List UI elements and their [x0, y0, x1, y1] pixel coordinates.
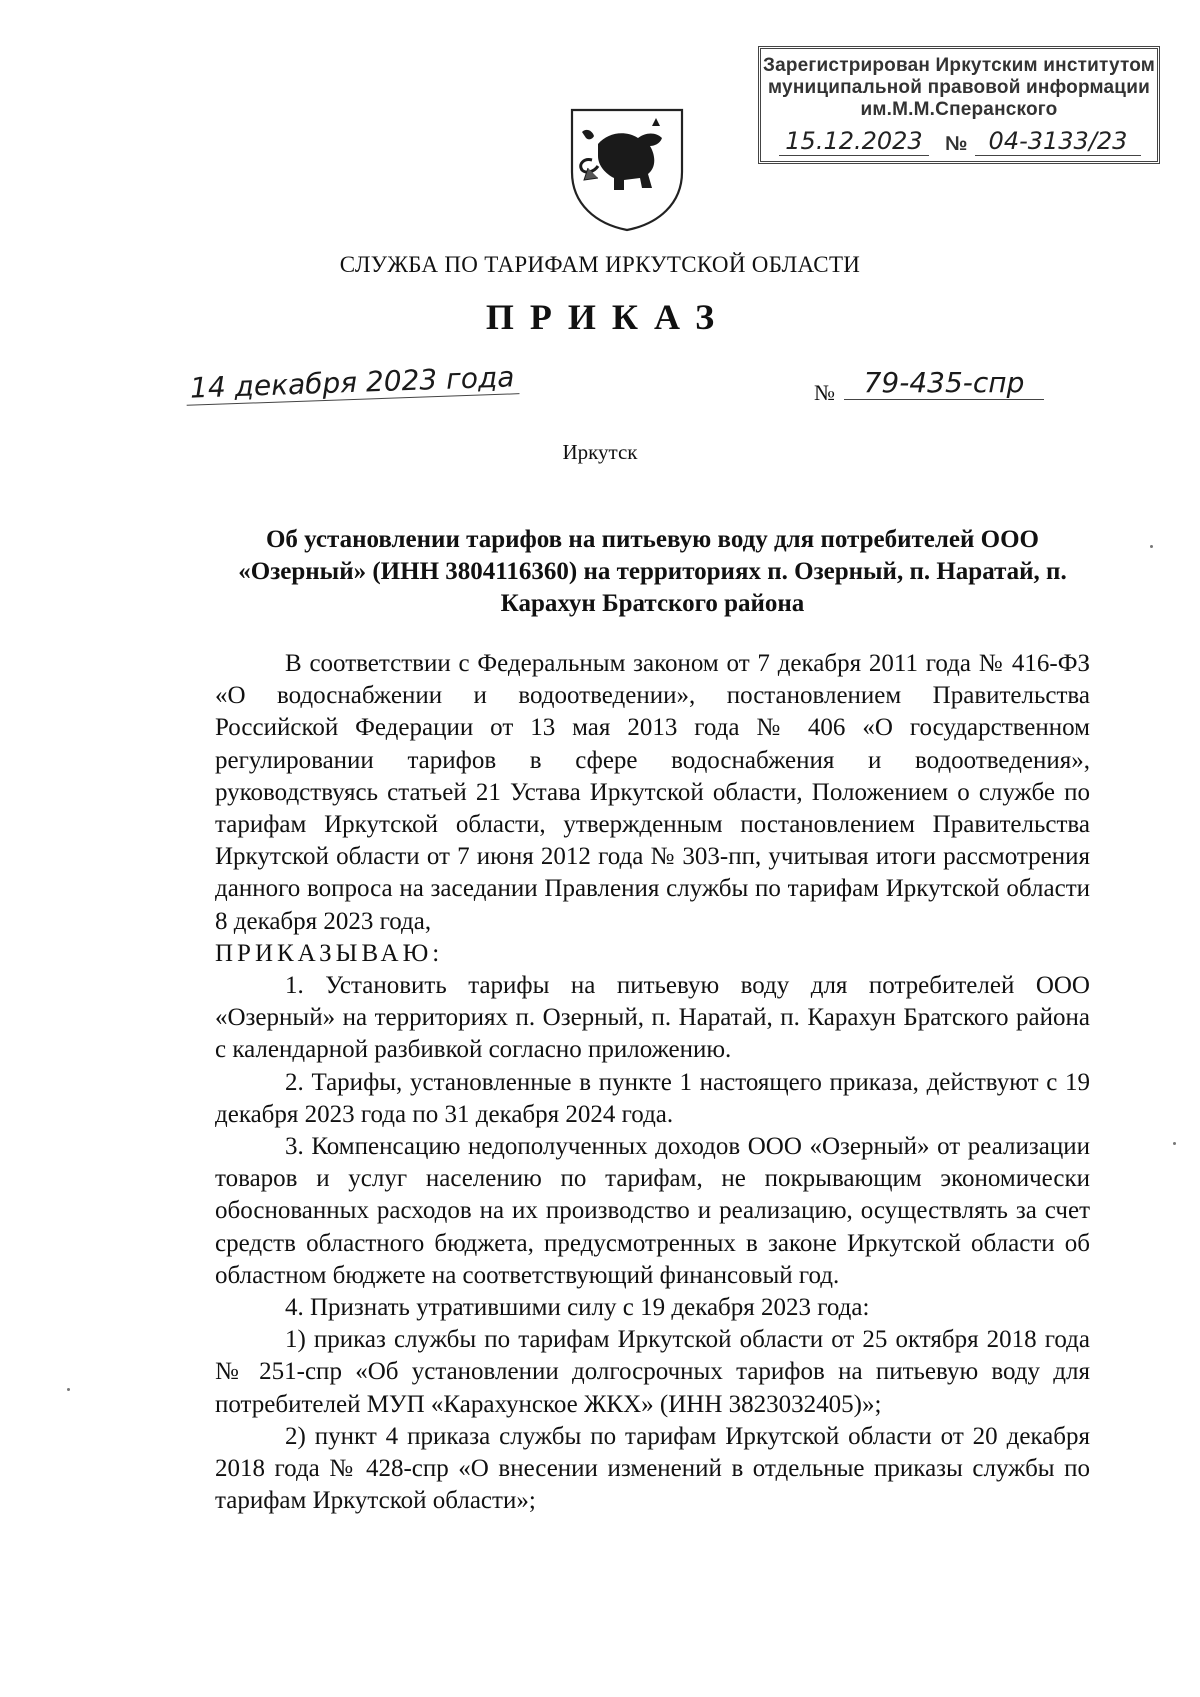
- stamp-number-label: №: [945, 133, 968, 155]
- document-title: Об установлении тарифов на питьевую воду для потребителей ООО «Озерный» (ИНН 3804116360) на территориях п. Озерный, п. Наратай, п. Карахун Братского района: [238, 526, 1067, 617]
- city: Иркутск: [562, 440, 638, 464]
- coat-of-arms-icon: [568, 108, 686, 232]
- order-date: 14 декабря 2023 года: [186, 360, 519, 406]
- scan-speck: [1173, 1142, 1176, 1145]
- order-number-label: №: [814, 380, 835, 405]
- paragraph-item-2: 2. Тарифы, установленные в пункте 1 настоящего приказа, действуют с 19 декабря 2023 года по 31 декабря 2024 года.: [215, 1068, 1090, 1128]
- stamp-number: 04-3133/23: [975, 127, 1141, 156]
- paragraph-item-1: 1. Установить тарифы на питьевую воду для потребителей ООО «Озерный» на территориях п. Озерный, п. Наратай, п. Карахун Братского района с календарной разбивкой согласно приложению.: [215, 972, 1090, 1064]
- orders-heading: ПРИКАЗЫВАЮ:: [215, 939, 444, 967]
- order-number: 79-435-спр: [844, 366, 1044, 400]
- paragraph-item-4: 4. Признать утратившими силу с 19 декабря 2023 года:: [285, 1294, 870, 1322]
- stamp-date: 15.12.2023: [779, 127, 929, 156]
- scan-speck: [67, 1388, 70, 1391]
- paragraph-subitem-2: 2) пункт 4 приказа службы по тарифам Иркутской области от 20 декабря 2018 года № 428-спр «О внесении изменений в отдельные приказы службы по тарифам Иркутской области»;: [215, 1422, 1090, 1515]
- paragraph-subitem-1: 1) приказ службы по тарифам Иркутской области от 25 октября 2018 года № 251-спр «Об установлении долгосрочных тарифов на питьевую воду для потребителей МУП «Карахунское ЖКХ» (ИНН 3823032405)»;: [215, 1326, 1090, 1418]
- stamp-line-3: им.М.М.Сперанского: [860, 99, 1058, 120]
- registration-stamp: [758, 46, 1160, 164]
- document-body: [215, 648, 1090, 1517]
- stamp-line-1: Зарегистрирован Иркутским институтом: [762, 55, 1156, 76]
- preamble-paragraph: В соответствии с Федеральным законом от 7 декабря 2011 года № 416-ФЗ «О водоснабжении и водоотведении», постановлением Правительства Российской Федерации от 13 мая 2013 года № 406 «О государственном регулировании тарифов в сфере водоснабжения и водоотведения», руководствуясь статьей 21 Устава Иркутской области, Положением о службе по тарифам Иркутской области, утвержденным постановлением Правительства Иркутской области от 7 июня 2012 года № 303-пп, учитывая итоги рассмотрения данного вопроса на заседании Правления службы по тарифам Иркутской области 8 декабря 2023 года,: [215, 650, 1090, 935]
- stamp-line-2: муниципальной правовой информации: [768, 77, 1150, 98]
- paragraph-item-3: 3. Компенсацию недополученных доходов ООО «Озерный» от реализации товаров и услуг населению по тарифам, не покрывающим экономически обоснованных расходов на их производство и реализацию, осуществлять за счет средств областного бюджета, предусмотренных в законе Иркутской области об областном бюджете на соответствующий финансовый год.: [215, 1133, 1090, 1289]
- document-type: ПРИКАЗ: [485, 297, 731, 337]
- issuing-authority: СЛУЖБА ПО ТАРИФАМ ИРКУТСКОЙ ОБЛАСТИ: [339, 252, 861, 277]
- scan-speck: [1150, 545, 1153, 548]
